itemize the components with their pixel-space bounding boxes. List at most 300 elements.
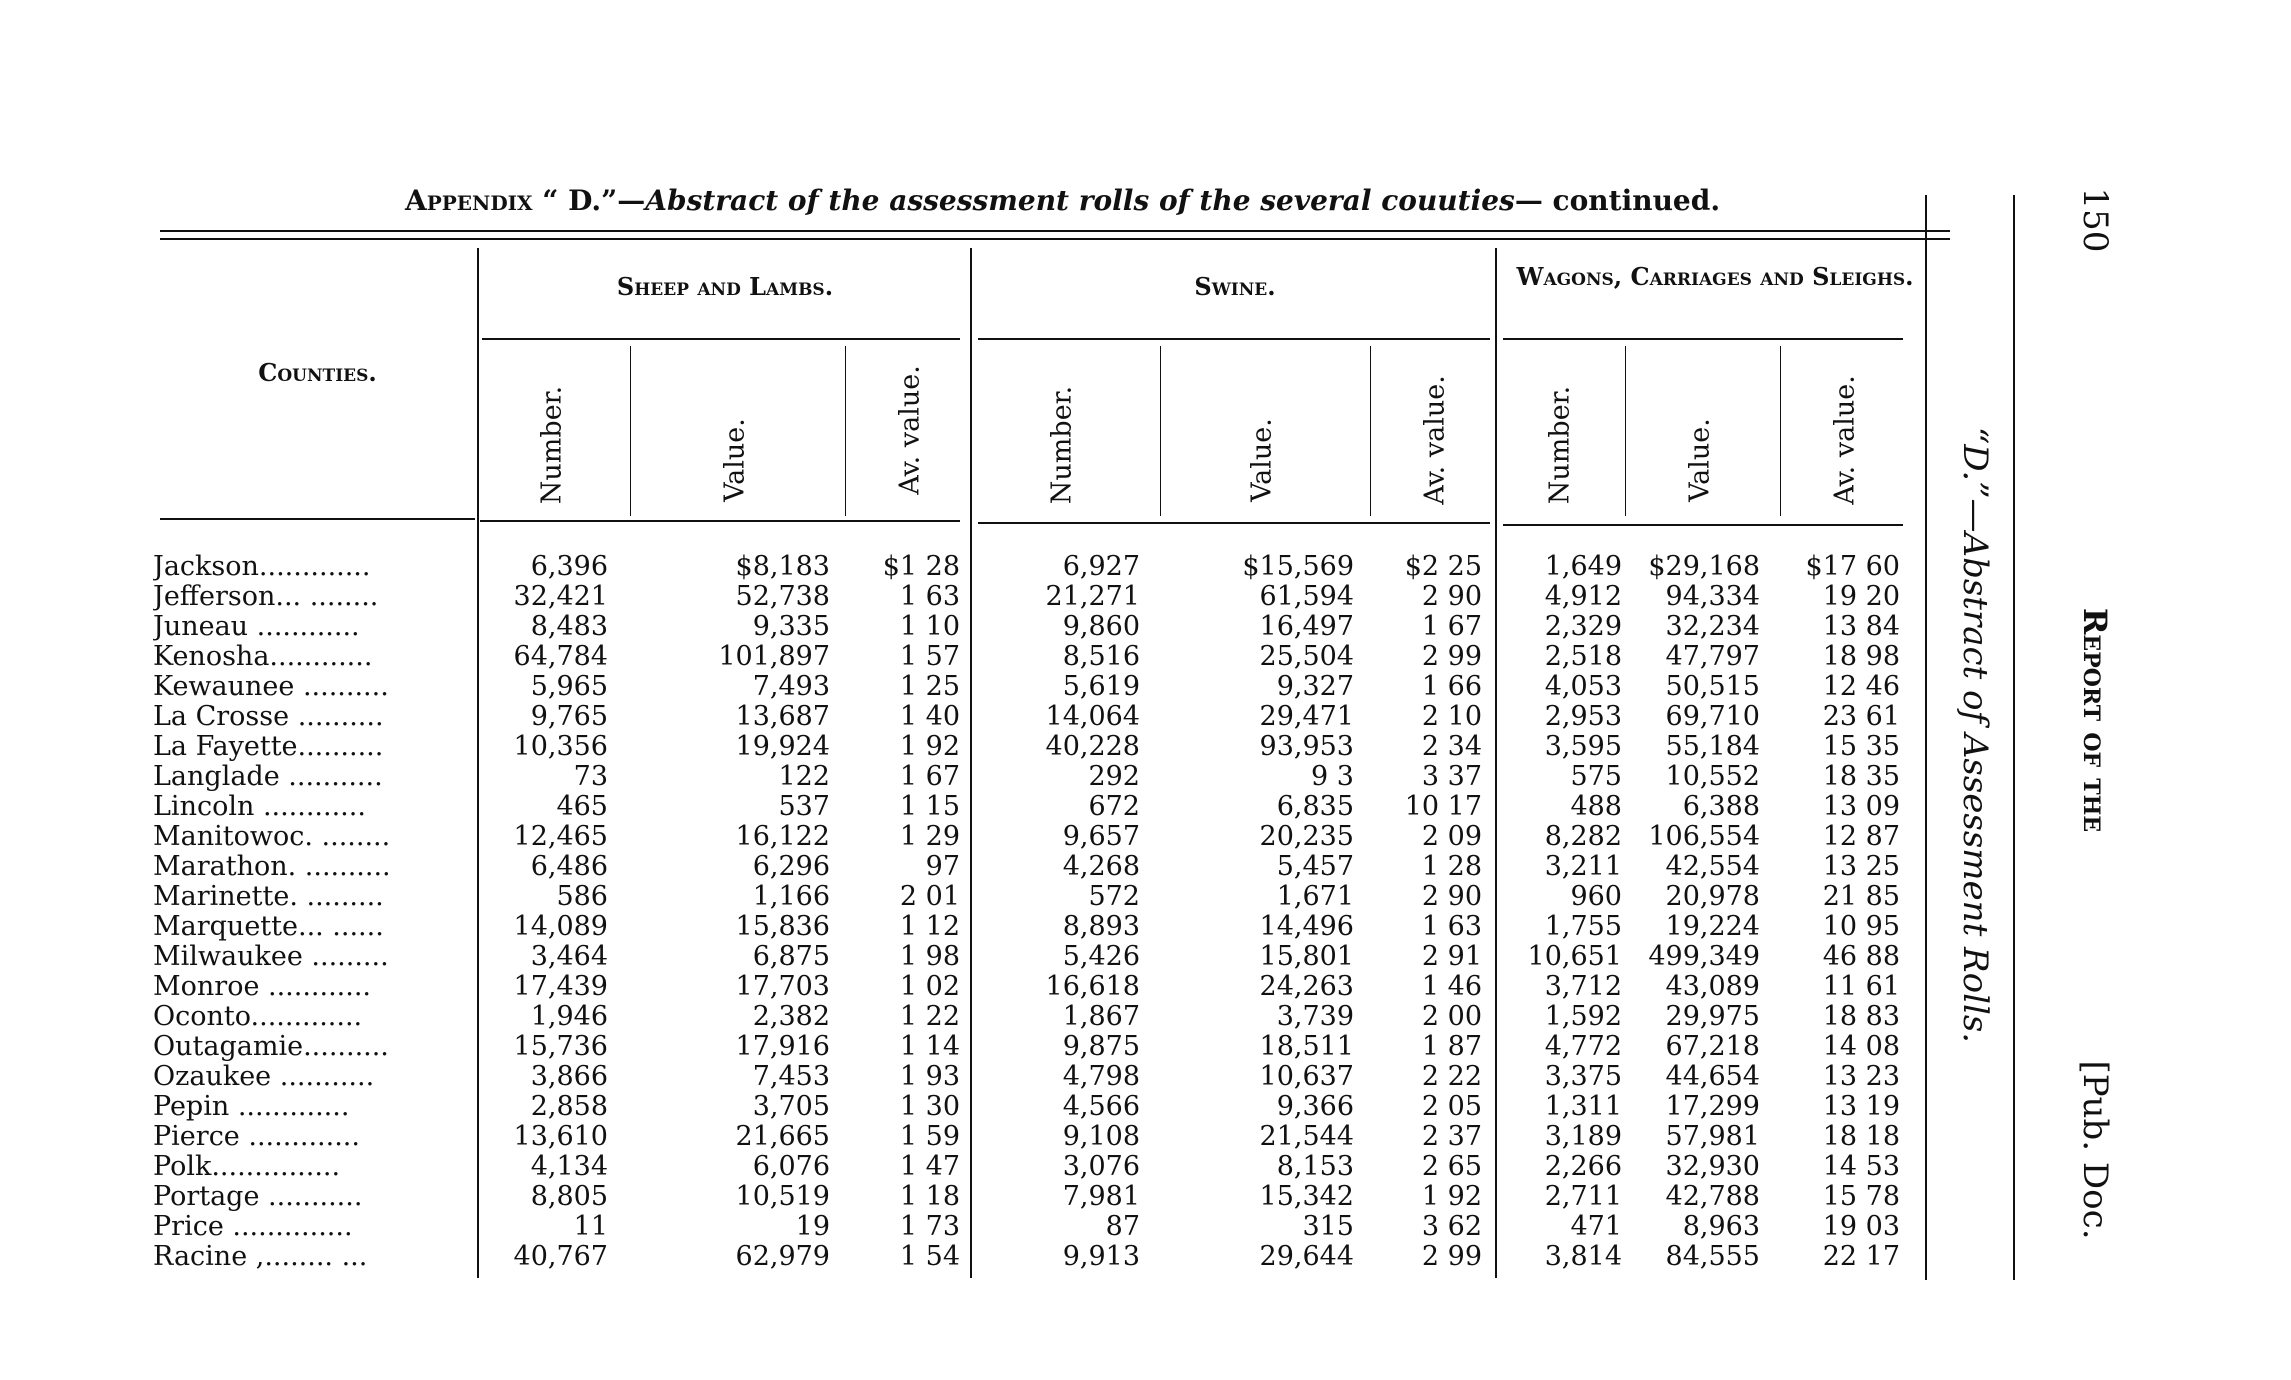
county-name: Oconto............. [153, 1002, 363, 1032]
wagons-group-header: Wagons, Carriages and Sleighs. [1516, 262, 1914, 291]
table-row [0, 612, 2291, 642]
wagons-av-value: 19 20 [1822, 581, 1900, 612]
sheep-number: 40,767 [513, 1241, 608, 1272]
wagons-av-value: 14 53 [1822, 1151, 1900, 1182]
sheep-av-value: $1 28 [882, 551, 960, 582]
swine-value: 24,263 [1259, 971, 1354, 1002]
sheep-value: 7,453 [752, 1061, 830, 1092]
page-number: 150 [2075, 187, 2115, 253]
swine-av-value: 2 91 [1421, 941, 1482, 972]
swine-av-value: 1 46 [1421, 971, 1482, 1002]
sheep-number: 2,858 [530, 1091, 608, 1122]
swine-value: 9,366 [1276, 1091, 1354, 1122]
county-name: Marinette. ......... [153, 882, 384, 912]
sheep-number: 10,356 [513, 731, 608, 762]
wagons-number-header: Number. [1544, 385, 1576, 505]
swine-value: 3,739 [1276, 1001, 1354, 1032]
wagons-av-value: 12 46 [1822, 671, 1900, 702]
sheep-number: 13,610 [513, 1121, 608, 1152]
col-sep-sheep-1 [630, 346, 631, 516]
county-name: Marquette... ...... [153, 912, 384, 942]
swine-number: 8,893 [1062, 911, 1140, 942]
wagons-av-value: 21 85 [1822, 881, 1900, 912]
sheep-value: 19,924 [735, 731, 830, 762]
swine-number: 9,913 [1062, 1241, 1140, 1272]
top-rule-2 [160, 238, 1950, 240]
table-row [0, 732, 2291, 762]
swine-group-header: Swine. [1194, 272, 1276, 301]
sheep-value: 7,493 [752, 671, 830, 702]
wagons-number: 3,712 [1544, 971, 1622, 1002]
wagons-number: 3,211 [1544, 851, 1622, 882]
county-name: Milwaukee ......... [153, 942, 389, 972]
swine-av-value: 2 90 [1421, 581, 1482, 612]
swine-number: 9,657 [1062, 821, 1140, 852]
swine-av-value: 2 34 [1421, 731, 1482, 762]
sheep-value: 15,836 [735, 911, 830, 942]
wagons-av-value: 46 88 [1822, 941, 1900, 972]
wagons-av-value: 13 23 [1822, 1061, 1900, 1092]
pub-doc: [Pub. Doc. [2075, 1060, 2115, 1240]
wagons-value: 6,388 [1682, 791, 1760, 822]
sheep-value: 6,296 [752, 851, 830, 882]
sheep-number: 586 [556, 881, 608, 912]
wagons-value: 20,978 [1665, 881, 1760, 912]
table-row [0, 1122, 2291, 1152]
sheep-value: 21,665 [735, 1121, 830, 1152]
wagons-av-value: 23 61 [1822, 701, 1900, 732]
sheep-number: 465 [556, 791, 608, 822]
county-name: Outagamie.......... [153, 1032, 389, 1062]
table-row [0, 942, 2291, 972]
county-name: Jackson............. [153, 552, 371, 582]
table-row [0, 1062, 2291, 1092]
wagons-value: $29,168 [1648, 551, 1760, 582]
swine-number: 87 [1105, 1211, 1140, 1242]
sheep-av-value: 1 57 [899, 641, 960, 672]
county-name: Monroe ............ [153, 972, 372, 1002]
wagons-av-value: 13 84 [1822, 611, 1900, 642]
right-margin-rule [1925, 195, 1927, 1280]
header-bottom-rule-swine [978, 522, 1490, 524]
county-name: Langlade ........... [153, 762, 383, 792]
wagons-value: 67,218 [1665, 1031, 1760, 1062]
swine-value: 20,235 [1259, 821, 1354, 852]
sheep-av-value-header: Av. value. [894, 365, 926, 495]
sheep-av-value: 2 01 [899, 881, 960, 912]
swine-number: 5,619 [1062, 671, 1140, 702]
counties-header: Counties. [258, 358, 377, 387]
swine-number: 672 [1088, 791, 1140, 822]
sheep-number: 9,765 [530, 701, 608, 732]
sheep-av-value: 1 12 [899, 911, 960, 942]
wagons-value: 32,234 [1665, 611, 1760, 642]
wagons-number: 2,266 [1544, 1151, 1622, 1182]
wagons-number: 1,592 [1544, 1001, 1622, 1032]
sheep-av-value: 1 54 [899, 1241, 960, 1272]
sheep-value: 16,122 [735, 821, 830, 852]
swine-av-value: 2 99 [1421, 641, 1482, 672]
col-sep-swine-1 [1160, 346, 1161, 516]
sheep-group-header: Sheep and Lambs. [616, 272, 834, 301]
col-sep-wagons-2 [1780, 346, 1781, 516]
swine-value: 8,153 [1276, 1151, 1354, 1182]
table-row [0, 1242, 2291, 1272]
county-name: Price .............. [153, 1212, 353, 1242]
wagons-av-value: 13 09 [1822, 791, 1900, 822]
swine-number: 5,426 [1062, 941, 1140, 972]
wagons-number: 4,912 [1544, 581, 1622, 612]
sheep-group-rule [482, 338, 960, 340]
county-name: Polk............... [153, 1152, 341, 1182]
table-row [0, 1212, 2291, 1242]
wagons-av-value: 18 35 [1822, 761, 1900, 792]
swine-value: 61,594 [1259, 581, 1354, 612]
county-name: Pepin ............. [153, 1092, 350, 1122]
wagons-value: 10,552 [1665, 761, 1760, 792]
swine-value: 14,496 [1259, 911, 1354, 942]
wagons-av-value: 18 83 [1822, 1001, 1900, 1032]
sheep-av-value: 1 30 [899, 1091, 960, 1122]
swine-value: 21,544 [1259, 1121, 1354, 1152]
sheep-value: 13,687 [735, 701, 830, 732]
county-name: Manitowoc. ........ [153, 822, 391, 852]
county-name: Juneau ............ [153, 612, 360, 642]
title-dash: — [617, 184, 646, 217]
wagons-number: 2,711 [1544, 1181, 1622, 1212]
county-name: Kewaunee .......... [153, 672, 389, 702]
swine-number: 9,108 [1062, 1121, 1140, 1152]
swine-av-value: 1 66 [1421, 671, 1482, 702]
report-of-the: Report of the [2076, 607, 2114, 833]
wagons-number: 8,282 [1544, 821, 1622, 852]
swine-av-value: 3 62 [1421, 1211, 1482, 1242]
swine-number: 21,271 [1045, 581, 1140, 612]
sheep-av-value: 97 [925, 851, 960, 882]
wagons-value: 69,710 [1665, 701, 1760, 732]
sheep-value: 62,979 [735, 1241, 830, 1272]
wagons-value: 43,089 [1665, 971, 1760, 1002]
swine-value: 18,511 [1259, 1031, 1354, 1062]
sheep-value: 537 [778, 791, 830, 822]
wagons-value: 44,654 [1665, 1061, 1760, 1092]
wagons-av-value: 11 61 [1822, 971, 1900, 1002]
wagons-av-value: 14 08 [1822, 1031, 1900, 1062]
table-row [0, 1182, 2291, 1212]
table-row [0, 672, 2291, 702]
wagons-value: 55,184 [1665, 731, 1760, 762]
swine-value-header: Value. [1246, 418, 1278, 502]
wagons-number: 3,189 [1544, 1121, 1622, 1152]
swine-av-value: 1 67 [1421, 611, 1482, 642]
sheep-av-value: 1 02 [899, 971, 960, 1002]
sheep-number: 17,439 [513, 971, 608, 1002]
sheep-number: 1,946 [530, 1001, 608, 1032]
table-row [0, 762, 2291, 792]
swine-number: 9,860 [1062, 611, 1140, 642]
wagons-number: 1,311 [1544, 1091, 1622, 1122]
sheep-number: 3,866 [530, 1061, 608, 1092]
swine-av-value: 1 87 [1421, 1031, 1482, 1062]
sheep-number: 8,483 [530, 611, 608, 642]
sheep-av-value: 1 67 [899, 761, 960, 792]
swine-av-value: 2 09 [1421, 821, 1482, 852]
col-sep-swine-2 [1370, 346, 1371, 516]
wagons-value: 42,788 [1665, 1181, 1760, 1212]
swine-value: 9 3 [1311, 761, 1354, 792]
swine-number: 8,516 [1062, 641, 1140, 672]
swine-number: 572 [1088, 881, 1140, 912]
swine-av-value: 2 99 [1421, 1241, 1482, 1272]
swine-value: 93,953 [1259, 731, 1354, 762]
table-row [0, 582, 2291, 612]
swine-number: 40,228 [1045, 731, 1140, 762]
swine-av-value: 2 90 [1421, 881, 1482, 912]
county-name: La Crosse .......... [153, 702, 384, 732]
county-name: Jefferson... ........ [153, 582, 379, 612]
county-name: La Fayette.......... [153, 732, 384, 762]
swine-number: 4,798 [1062, 1061, 1140, 1092]
sheep-number: 6,396 [530, 551, 608, 582]
wagons-av-value: 22 17 [1822, 1241, 1900, 1272]
wagons-number: 575 [1570, 761, 1622, 792]
wagons-number: 1,649 [1544, 551, 1622, 582]
table-row [0, 882, 2291, 912]
sheep-value: 3,705 [752, 1091, 830, 1122]
sheep-av-value: 1 59 [899, 1121, 960, 1152]
sheep-value: 17,916 [735, 1031, 830, 1062]
swine-av-value: 3 37 [1421, 761, 1482, 792]
table-row [0, 972, 2291, 1002]
wagons-av-value: 18 98 [1822, 641, 1900, 672]
swine-av-value: 2 00 [1421, 1001, 1482, 1032]
sheep-value: 2,382 [752, 1001, 830, 1032]
swine-av-value: 2 10 [1421, 701, 1482, 732]
wagons-av-value-header: Av. value. [1829, 375, 1861, 505]
wagons-value: 32,930 [1665, 1151, 1760, 1182]
sheep-number: 64,784 [513, 641, 608, 672]
swine-value: $15,569 [1242, 551, 1354, 582]
wagons-number: 2,329 [1544, 611, 1622, 642]
swine-number: 4,566 [1062, 1091, 1140, 1122]
header-bottom-rule-counties [160, 518, 475, 520]
sheep-value: 52,738 [735, 581, 830, 612]
swine-av-value: 1 92 [1421, 1181, 1482, 1212]
running-title: “D.”—Abstract of Assessment Rolls. [1955, 426, 1995, 1044]
county-name: Racine ,........ ... [153, 1242, 368, 1272]
county-name: Portage ........... [153, 1182, 363, 1212]
sheep-av-value: 1 18 [899, 1181, 960, 1212]
wagons-value: 29,975 [1665, 1001, 1760, 1032]
sheep-number: 6,486 [530, 851, 608, 882]
sheep-value: 17,703 [735, 971, 830, 1002]
swine-value: 29,471 [1259, 701, 1354, 732]
swine-value: 5,457 [1276, 851, 1354, 882]
swine-av-value: 1 28 [1421, 851, 1482, 882]
swine-number: 16,618 [1045, 971, 1140, 1002]
swine-group-rule [978, 338, 1490, 340]
wagons-number: 10,651 [1527, 941, 1622, 972]
table-row [0, 1032, 2291, 1062]
county-name: Lincoln ............ [153, 792, 366, 822]
wagons-value: 17,299 [1665, 1091, 1760, 1122]
swine-value: 9,327 [1276, 671, 1354, 702]
swine-value: 15,342 [1259, 1181, 1354, 1212]
county-name: Ozaukee ........... [153, 1062, 375, 1092]
sheep-value: 6,076 [752, 1151, 830, 1182]
table-row [0, 552, 2291, 582]
swine-value: 10,637 [1259, 1061, 1354, 1092]
sheep-value: 10,519 [735, 1181, 830, 1212]
sheep-value: 1,166 [752, 881, 830, 912]
swine-av-value: 2 22 [1421, 1061, 1482, 1092]
wagons-av-value: 15 78 [1822, 1181, 1900, 1212]
swine-number: 1,867 [1062, 1001, 1140, 1032]
swine-number: 4,268 [1062, 851, 1140, 882]
col-sep-wagons-1 [1625, 346, 1626, 516]
sheep-number: 73 [573, 761, 608, 792]
wagons-number: 471 [1570, 1211, 1622, 1242]
wagons-av-value: 19 03 [1822, 1211, 1900, 1242]
swine-av-value: $2 25 [1404, 551, 1482, 582]
swine-number: 7,981 [1062, 1181, 1140, 1212]
table-row [0, 1152, 2291, 1182]
sheep-number: 4,134 [530, 1151, 608, 1182]
header-bottom-rule-sheep [480, 520, 960, 522]
wagons-av-value: 18 18 [1822, 1121, 1900, 1152]
sheep-number: 14,089 [513, 911, 608, 942]
sheep-value: 122 [778, 761, 830, 792]
swine-number: 3,076 [1062, 1151, 1140, 1182]
wagons-value: 8,963 [1682, 1211, 1760, 1242]
wagons-number: 3,595 [1544, 731, 1622, 762]
wagons-value: 84,555 [1665, 1241, 1760, 1272]
wagons-number: 3,375 [1544, 1061, 1622, 1092]
swine-av-value: 1 63 [1421, 911, 1482, 942]
sheep-value-header: Value. [719, 418, 751, 502]
sheep-number: 15,736 [513, 1031, 608, 1062]
wagons-value: 42,554 [1665, 851, 1760, 882]
sheep-av-value: 1 92 [899, 731, 960, 762]
swine-number: 14,064 [1045, 701, 1140, 732]
county-name: Pierce ............. [153, 1122, 360, 1152]
appendix-label: Appendix “ D.” [405, 184, 618, 217]
swine-number: 6,927 [1062, 551, 1140, 582]
swine-number: 292 [1088, 761, 1140, 792]
sheep-av-value: 1 73 [899, 1211, 960, 1242]
swine-av-value: 2 65 [1421, 1151, 1482, 1182]
wagons-value: 57,981 [1665, 1121, 1760, 1152]
wagons-group-rule [1503, 338, 1903, 340]
swine-value: 29,644 [1259, 1241, 1354, 1272]
swine-value: 6,835 [1276, 791, 1354, 822]
sheep-number: 8,805 [530, 1181, 608, 1212]
swine-av-value: 2 37 [1421, 1121, 1482, 1152]
swine-av-value: 2 05 [1421, 1091, 1482, 1122]
wagons-av-value: 10 95 [1822, 911, 1900, 942]
swine-av-value: 10 17 [1404, 791, 1482, 822]
wagons-number: 4,772 [1544, 1031, 1622, 1062]
table-row [0, 1092, 2291, 1122]
swine-value: 15,801 [1259, 941, 1354, 972]
title-continued: — continued. [1514, 184, 1721, 217]
table-row [0, 852, 2291, 882]
wagons-av-value: $17 60 [1805, 551, 1900, 582]
sheep-av-value: 1 25 [899, 671, 960, 702]
sheep-number: 3,464 [530, 941, 608, 972]
title-italic: Abstract of the assessment rolls of the several couuties [645, 184, 1515, 217]
wagons-value: 499,349 [1648, 941, 1760, 972]
table-row [0, 1002, 2291, 1032]
wagons-number: 488 [1570, 791, 1622, 822]
swine-value: 25,504 [1259, 641, 1354, 672]
sheep-av-value: 1 93 [899, 1061, 960, 1092]
top-rule-1 [160, 230, 1950, 232]
swine-value: 315 [1302, 1211, 1354, 1242]
table-row [0, 822, 2291, 852]
sheep-av-value: 1 15 [899, 791, 960, 822]
sheep-value: $8,183 [735, 551, 830, 582]
wagons-av-value: 15 35 [1822, 731, 1900, 762]
swine-value: 16,497 [1259, 611, 1354, 642]
sheep-av-value: 1 63 [899, 581, 960, 612]
wagons-value: 50,515 [1665, 671, 1760, 702]
table-row [0, 642, 2291, 672]
wagons-value: 106,554 [1648, 821, 1760, 852]
col-sep-sheep-2 [845, 346, 846, 516]
table-row [0, 792, 2291, 822]
sheep-value: 9,335 [752, 611, 830, 642]
sheep-number: 32,421 [513, 581, 608, 612]
sheep-av-value: 1 10 [899, 611, 960, 642]
sheep-number: 11 [573, 1211, 608, 1242]
sheep-av-value: 1 98 [899, 941, 960, 972]
sheep-av-value: 1 29 [899, 821, 960, 852]
table-row [0, 912, 2291, 942]
sheep-av-value: 1 22 [899, 1001, 960, 1032]
table-row [0, 702, 2291, 732]
sheep-number: 5,965 [530, 671, 608, 702]
wagons-number: 4,053 [1544, 671, 1622, 702]
sheep-value: 6,875 [752, 941, 830, 972]
wagons-number: 960 [1570, 881, 1622, 912]
swine-value: 1,671 [1276, 881, 1354, 912]
sheep-number: 12,465 [513, 821, 608, 852]
wagons-value-header: Value. [1684, 418, 1716, 502]
county-name: Marathon. .......... [153, 852, 391, 882]
wagons-value: 47,797 [1665, 641, 1760, 672]
swine-av-value-header: Av. value. [1419, 375, 1451, 505]
table-title [405, 184, 1805, 217]
county-name: Kenosha............ [153, 642, 373, 672]
wagons-av-value: 13 19 [1822, 1091, 1900, 1122]
wagons-number: 2,953 [1544, 701, 1622, 732]
wagons-value: 94,334 [1665, 581, 1760, 612]
wagons-value: 19,224 [1665, 911, 1760, 942]
wagons-av-value: 13 25 [1822, 851, 1900, 882]
swine-number-header: Number. [1046, 385, 1078, 505]
header-bottom-rule-wagons [1503, 524, 1903, 526]
wagons-number: 1,755 [1544, 911, 1622, 942]
sheep-av-value: 1 40 [899, 701, 960, 732]
sheep-value: 19 [795, 1211, 830, 1242]
sheep-number-header: Number. [536, 385, 568, 505]
wagons-number: 2,518 [1544, 641, 1622, 672]
sheep-value: 101,897 [718, 641, 830, 672]
swine-number: 9,875 [1062, 1031, 1140, 1062]
wagons-av-value: 12 87 [1822, 821, 1900, 852]
sheep-av-value: 1 47 [899, 1151, 960, 1182]
